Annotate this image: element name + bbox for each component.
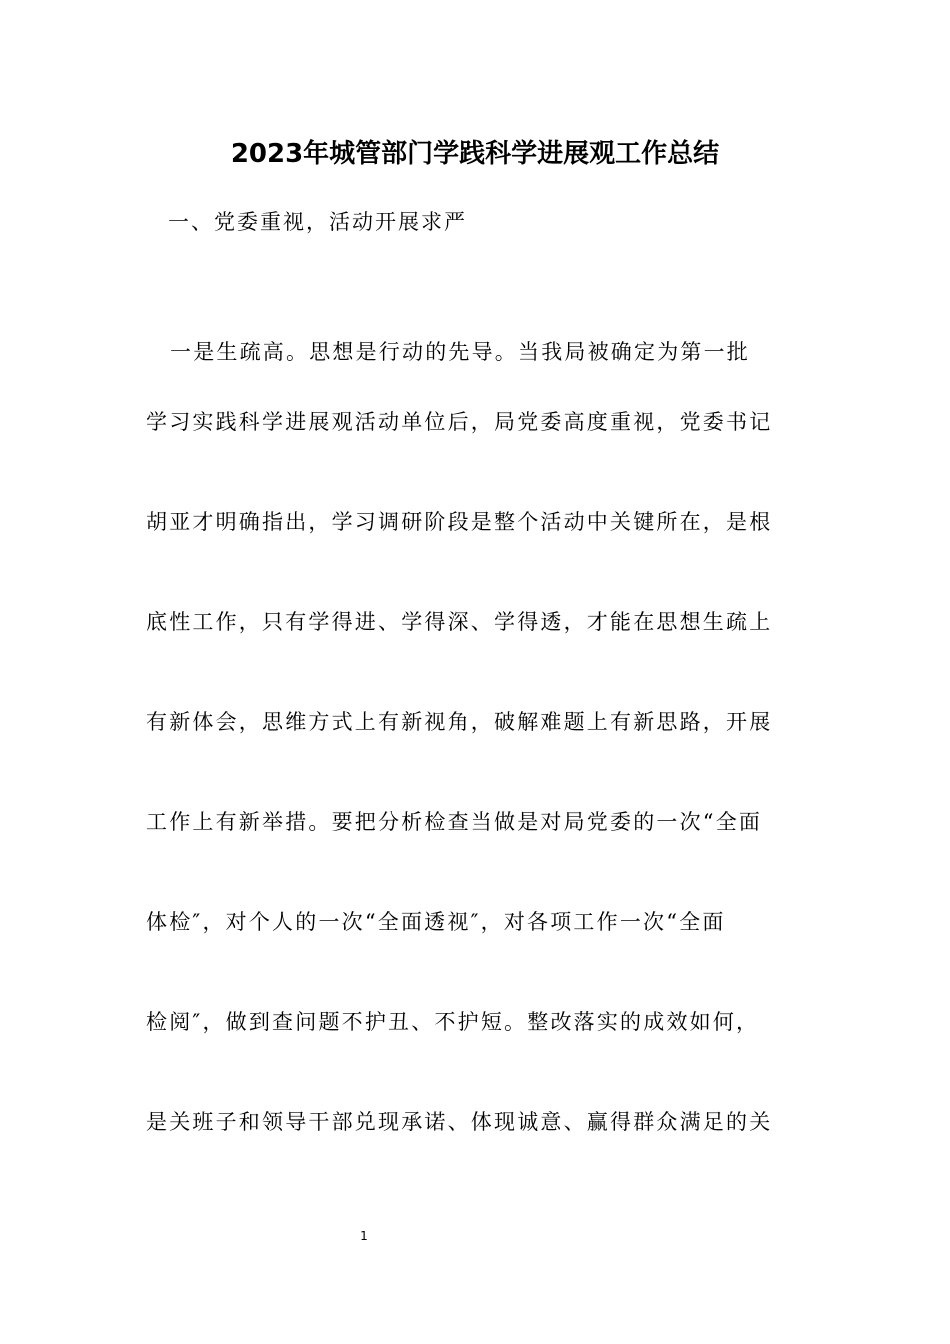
body-line: 体检″，对个人的一次“全面透视″，对各项工作一次“全面 (146, 910, 726, 934)
body-line: 胡亚才明确指出，学习调研阶段是整个活动中关键所在，是根 (146, 510, 773, 534)
section-heading: 一、党委重视，活动开展求严 (168, 210, 467, 234)
body-line: 学习实践科学进展观活动单位后，局党委高度重视，党委书记 (146, 410, 773, 434)
document-title: 2023年城管部门学践科学进展观工作总结 (230, 139, 720, 169)
body-line: 底性工作，只有学得进、学得深、学得透，才能在思想生疏上 (146, 610, 773, 634)
body-line: 一是生疏高。思想是行动的先导。当我局被确定为第一批 (170, 340, 750, 364)
body-line: 有新体会，思维方式上有新视角，破解难题上有新思路，开展 (146, 710, 773, 734)
body-line: 检阅″，做到查问题不护丑、不护短。整改落实的成效如何， (146, 1010, 760, 1034)
body-line: 是关班子和领导干部兑现承诺、体现诚意、赢得群众满足的关 (146, 1110, 773, 1134)
page-number: 1 (360, 1229, 368, 1243)
body-line: 工作上有新举措。要把分析检查当做是对局党委的一次“全面 (146, 810, 763, 834)
